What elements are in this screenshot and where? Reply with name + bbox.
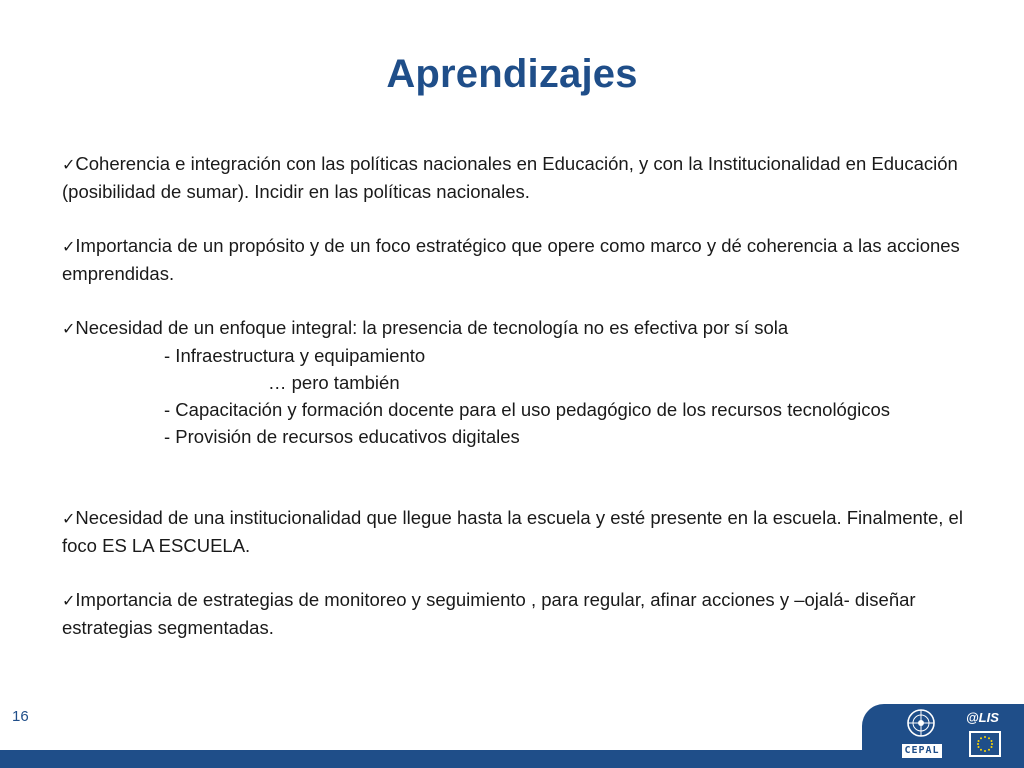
bullet-3-text: Necesidad de un enfoque integral: la presencia de tecnología no es efectiva por sí sola <box>75 317 789 338</box>
bullet-4 <box>62 504 997 559</box>
eu-flag-icon <box>968 730 1002 758</box>
sub-item-pero-tambien: … pero también <box>268 372 400 393</box>
check-icon: ✓ <box>62 509 76 528</box>
check-icon: ✓ <box>62 155 76 174</box>
bullet-4-text: Necesidad de una institucionalidad que llegue hasta la escuela y esté presente en la escuela. Finalmente, el foco ES LA ESCUELA. <box>62 507 963 556</box>
slide-title: Aprendizajes <box>386 52 638 96</box>
bullet-2-text: Importancia de un propósito y de un foco estratégico que opere como marco y dé coherencia a las acciones emprendidas. <box>62 235 960 284</box>
sub-item-provision: - Provisión de recursos educativos digitales <box>164 426 520 447</box>
bullet-5 <box>62 586 997 641</box>
bullet-5-text: Importancia de estrategias de monitoreo y seguimiento , para regular, afinar acciones y –ojalá- diseñar estrategias segmentadas. <box>62 589 916 638</box>
bullet-2 <box>62 232 997 287</box>
sub-item-capacitacion: - Capacitación y formación docente para el uso pedagógico de los recursos tecnológicos <box>164 399 891 420</box>
check-icon: ✓ <box>62 237 76 256</box>
sub-item-infraestructura: - Infraestructura y equipamiento <box>164 345 426 366</box>
bullet-1 <box>62 150 997 205</box>
bullet-3 <box>62 314 997 342</box>
un-emblem-icon <box>906 708 936 738</box>
check-icon: ✓ <box>62 319 76 338</box>
slide-content <box>62 150 997 641</box>
check-icon: ✓ <box>62 591 76 610</box>
cepal-logo: CEPAL <box>902 744 942 758</box>
alis-logo: @LIS <box>966 710 999 725</box>
page-number: 16 <box>12 708 29 725</box>
bullet-1-text: Coherencia e integración con las políticas nacionales en Educación, y con la Institucionalidad en Educación (posibilidad de sumar). Incidir en las políticas nacionales. <box>62 153 958 202</box>
